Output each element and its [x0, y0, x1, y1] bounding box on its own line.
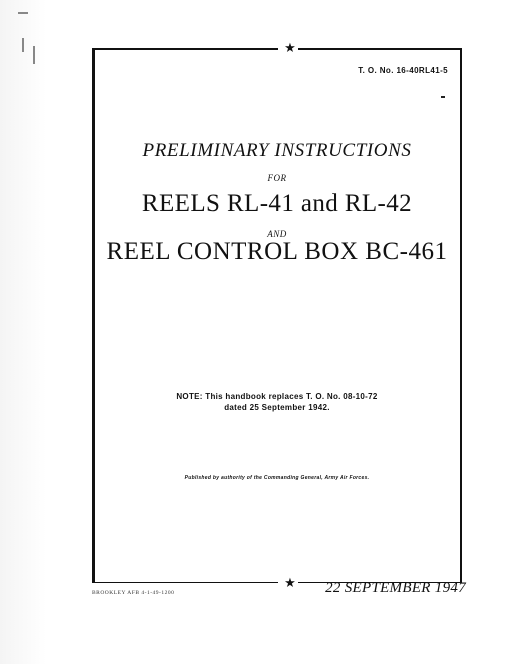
- title-connector-for: FOR: [267, 173, 287, 183]
- bottom-star-icon: ★: [284, 576, 296, 591]
- supersession-note: [92, 391, 462, 413]
- scan-mark: [22, 38, 24, 52]
- border-top-left: [92, 48, 278, 50]
- border-bottom-left: [92, 582, 278, 584]
- technical-order-number: T. O. No. 16-40RL41-5: [358, 66, 448, 75]
- title-connector-and: AND: [267, 229, 287, 239]
- note-line-2: dated 25 September 1942.: [224, 403, 330, 412]
- note-line-1: NOTE: This handbook replaces T. O. No. 08-10-72: [176, 392, 378, 401]
- page-border: [92, 48, 462, 583]
- title-reels: REELS RL-41 and RL-42: [141, 190, 413, 217]
- title-reel-control-box: REEL CONTROL BOX BC-461: [106, 238, 448, 265]
- border-top-right: [298, 48, 462, 50]
- publication-date: 22 SEPTEMBER 1947: [325, 580, 466, 596]
- top-star-icon: ★: [284, 41, 296, 56]
- print-code: BROOKLEY AFB 4-1-49-1200: [92, 590, 175, 596]
- scan-mark: [33, 46, 35, 64]
- scan-edge: [0, 0, 46, 664]
- border-left: [92, 48, 95, 583]
- scan-mark: [18, 12, 28, 14]
- border-right: [460, 48, 463, 583]
- stray-mark: [441, 96, 445, 98]
- published-by-line: Published by authority of the Commanding General, Army Air Forces.: [184, 475, 370, 481]
- title-preliminary-instructions: PRELIMINARY INSTRUCTIONS: [142, 140, 412, 161]
